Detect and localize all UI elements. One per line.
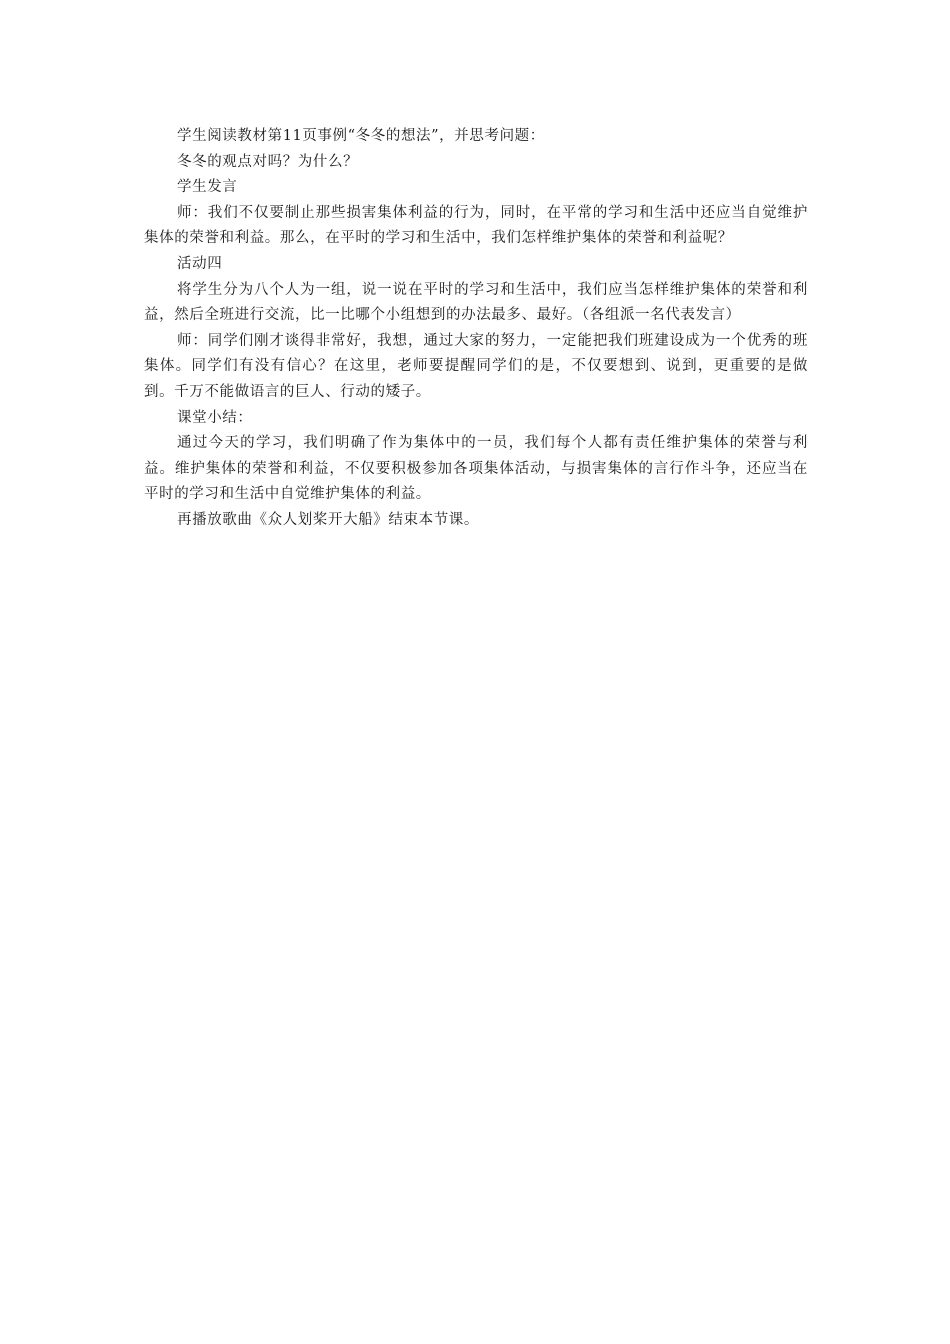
teacher-remark-2: 师：同学们刚才谈得非常好，我想，通过大家的努力，一定能把我们班建设成为一个优秀的班集体。同学们有没有信心？在这里，老师要提醒同学们的是，不仅要想到、说到，更重要的是做到。千万不能做语言的巨人、行动的矮子。: [144, 332, 808, 400]
summary-text: 通过今天的学习，我们明确了作为集体中的一员，我们每个人都有责任维护集体的荣誉与利益。维护集体的荣誉和利益，不仅要积极参加各项集体活动，与损害集体的言行作斗争，还应当在平时的学习和生活中自觉维护集体的利益。: [144, 435, 808, 503]
document-page: [144, 124, 808, 534]
activity-heading: 活动四: [177, 255, 223, 272]
reading-instruction: 学生阅读教材第11页事例“冬冬的想法”，并思考问题：: [177, 128, 545, 144]
teacher-remark-1: 师：我们不仅要制止那些损害集体利益的行为，同时，在平常的学习和生活中还应当自觉维护集体的荣誉和利益。那么，在平时的学习和生活中，我们怎样维护集体的荣誉和利益呢？: [144, 204, 808, 247]
activity-description: 将学生分为八个人为一组，说一说在平时的学习和生活中，我们应当怎样维护集体的荣誉和利益，然后全班进行交流，比一比哪个小组想到的办法最多、最好。（各组派一名代表发言）: [144, 281, 808, 324]
closing-line: 再播放歌曲《众人划桨开大船》结束本节课。: [177, 511, 479, 528]
discussion-question: 冬冬的观点对吗？为什么？: [177, 153, 359, 170]
student-speech: 学生发言: [177, 179, 238, 196]
summary-heading: 课堂小结：: [177, 409, 253, 426]
